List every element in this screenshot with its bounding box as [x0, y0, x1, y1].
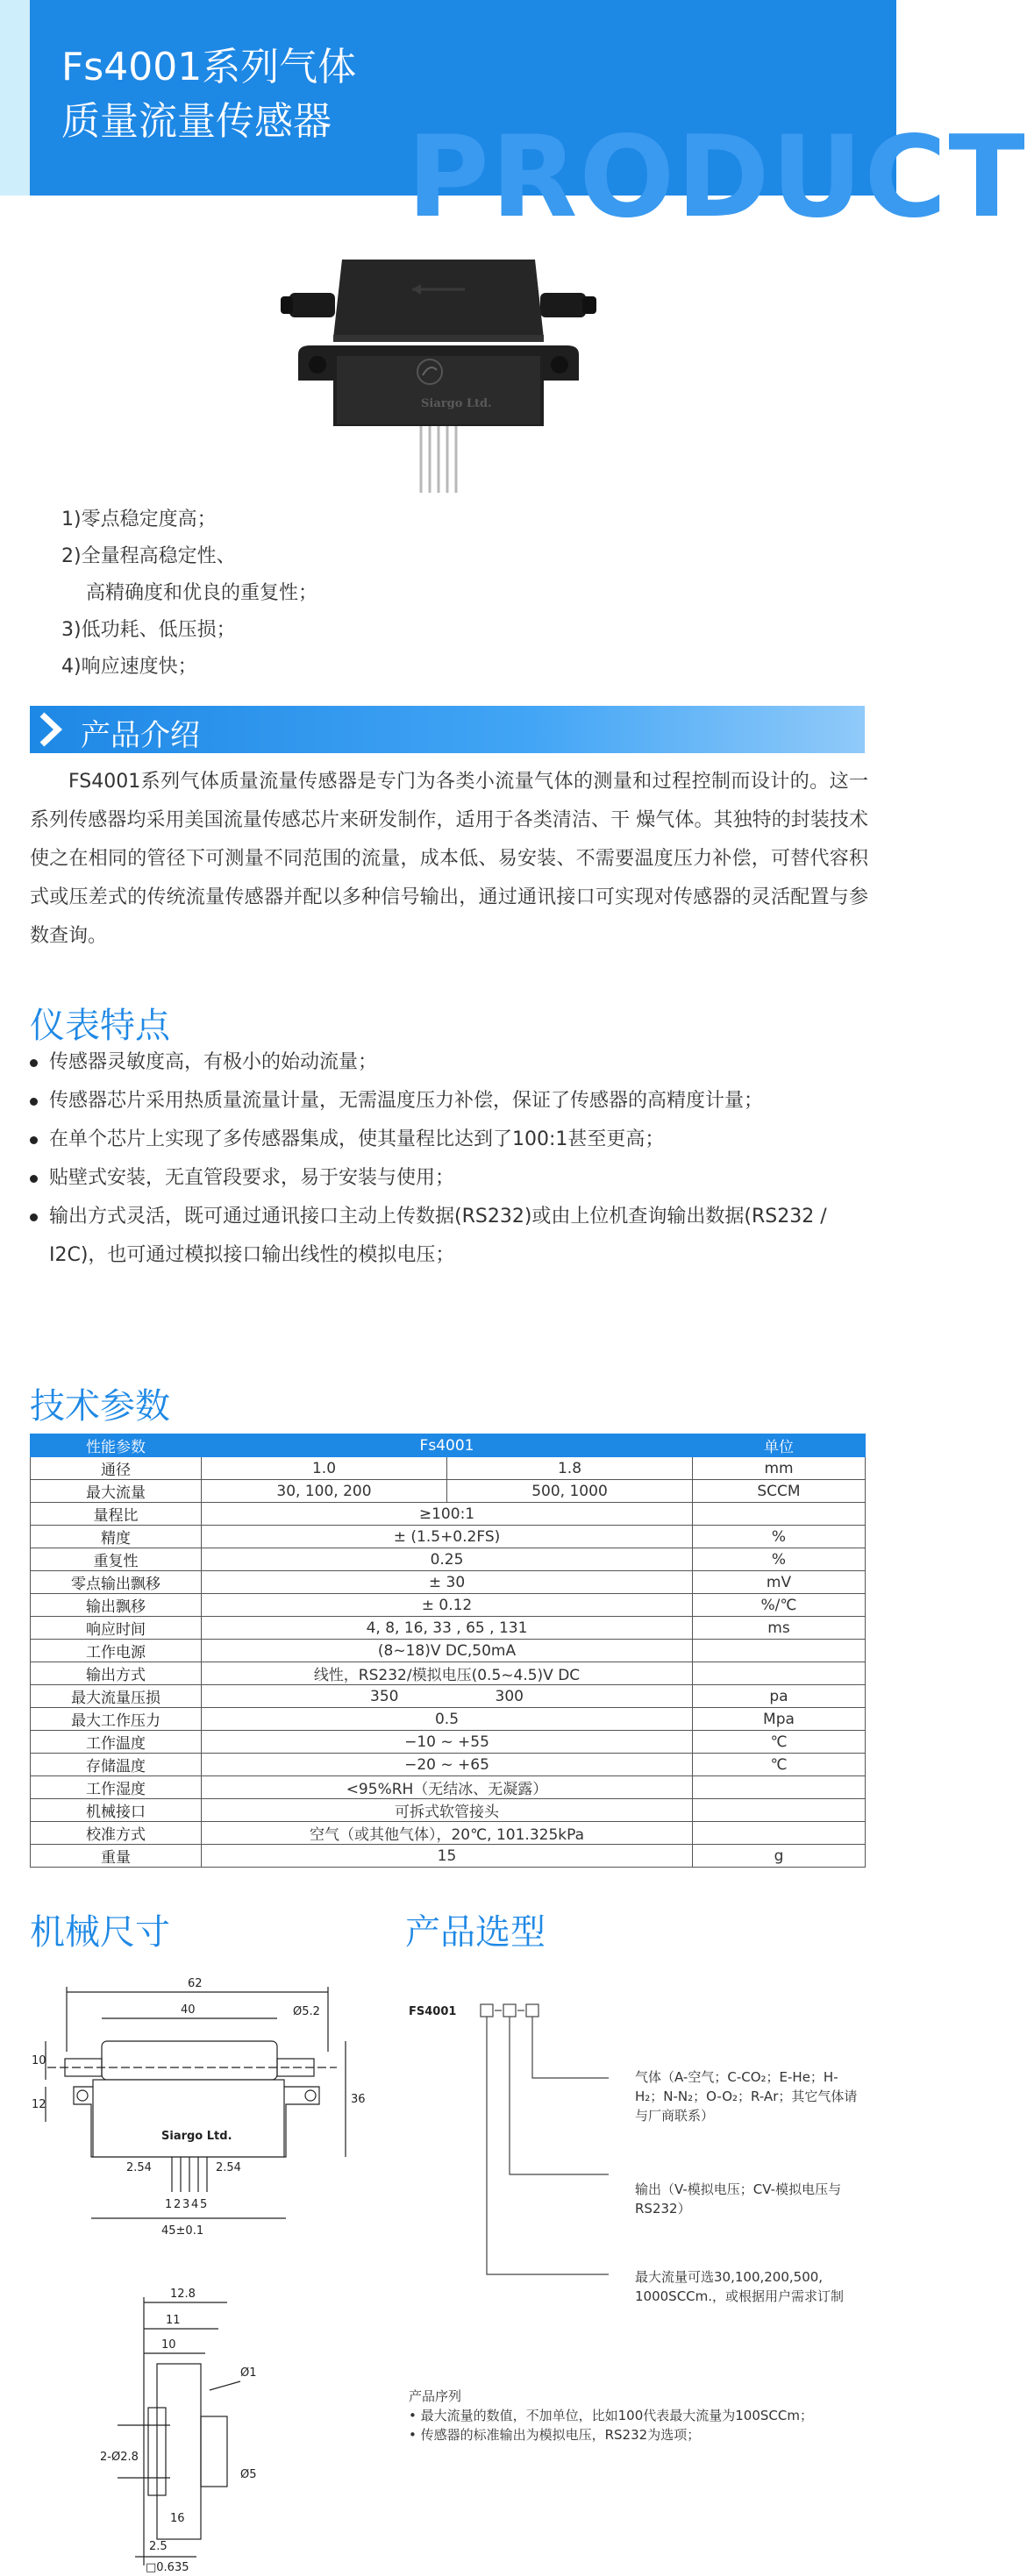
table-cell: mV — [693, 1571, 866, 1594]
intro-paragraph: FS4001系列气体质量流量传感器是专门为各类小流量气体的测量和过程控制而设计的。这一系列传感器均采用美国流量传感芯片来研发制作，适用于各类清洁、干 燥气体。其独特的封装技术使之在相同的管径下可测量不同范围的流量，成本低、易安装、不需要温度压力补偿，可替代容积式或压差式的传统流量传感器并配以多种信号输出，通过通讯接口可实现对传感器的灵活配置与参数查询。 — [30, 771, 868, 947]
table-cell: 工作湿度 — [31, 1776, 202, 1799]
drawing-brand: Siargo Ltd. — [161, 2130, 232, 2143]
table-row — [31, 1594, 866, 1617]
series-note: • 传感器的标准输出为模拟电压，RS232为选项； — [409, 2427, 701, 2443]
pin-number: 5 — [200, 2198, 208, 2211]
table-cell: 1.0 — [202, 1457, 447, 1480]
dim-label: 12 — [32, 2098, 46, 2111]
table-cell — [693, 1822, 866, 1845]
table-row — [31, 1526, 866, 1548]
title-line-1: Fs4001系列气体 — [61, 45, 357, 89]
table-cell — [693, 1640, 866, 1662]
section-title-intro: 产品介绍 — [81, 718, 200, 753]
pin-number: 2 — [174, 2198, 182, 2211]
mechanical-drawing-top — [30, 1973, 381, 2245]
table-cell: SCCM — [693, 1480, 866, 1503]
table-cell: ms — [693, 1617, 866, 1640]
dim-label: 2.54 — [216, 2161, 241, 2174]
dim-label: 36 — [351, 2093, 366, 2106]
table-row — [31, 1503, 866, 1526]
table-cell: ℃ — [693, 1754, 866, 1776]
dim-label: 40 — [181, 2003, 196, 2017]
table-row — [31, 1480, 866, 1503]
table-cell: Mpa — [693, 1708, 866, 1731]
feature-item: 2)全量程高稳定性、 — [61, 545, 236, 567]
table-cell: 500, 1000 — [447, 1480, 693, 1503]
table-cell: <95%RH（无结冰、无凝露） — [202, 1776, 693, 1799]
table-cell: 通径 — [31, 1457, 202, 1480]
table-cell: % — [693, 1526, 866, 1548]
series-notes — [409, 2387, 874, 2444]
table-cell: g — [693, 1845, 866, 1868]
dim-label: 45±0.1 — [161, 2224, 204, 2238]
spec-table — [30, 1434, 866, 1868]
table-cell: 4, 8, 16, 33 , 65 , 131 — [202, 1617, 693, 1640]
dim-label: 2-Ø2.8 — [100, 2451, 139, 2464]
section-bar-intro — [30, 706, 865, 753]
feature-item: 1)零点稳定度高； — [61, 509, 217, 530]
table-cell: 工作温度 — [31, 1731, 202, 1754]
list-item: 贴壁式安装，无直管段要求，易于安装与使用； — [30, 1159, 868, 1198]
mechanical-drawing-side — [30, 2285, 293, 2574]
feature-item: 4)响应速度快； — [61, 656, 197, 678]
cell-value: 350 — [370, 1687, 399, 1705]
pin-number: 4 — [191, 2198, 199, 2211]
table-cell: 空气（或其他气体），20℃, 101.325kPa — [202, 1822, 693, 1845]
table-cell: 输出方式 — [31, 1662, 202, 1685]
section-title-characteristics: 仪表特点 — [30, 1006, 170, 1046]
dim-label: 12.8 — [170, 2288, 196, 2301]
section-title-selection: 产品选型 — [405, 1912, 546, 1953]
table-cell: 可拆式软管接头 — [202, 1799, 693, 1822]
table-cell: pa — [693, 1685, 866, 1708]
column-header: 单位 — [693, 1434, 866, 1457]
series-title: 产品序列 — [409, 2388, 462, 2404]
dim-label: Ø5.2 — [293, 2005, 320, 2018]
table-cell: % — [693, 1548, 866, 1571]
list-item: 输出方式灵活，既可通过通讯接口主动上传数据(RS232)或由上位机查询输出数据(RS232 / I2C)，也可通过模拟接口输出线性的模拟电压； — [30, 1198, 868, 1275]
table-cell: 校准方式 — [31, 1822, 202, 1845]
table-cell: 机械接口 — [31, 1799, 202, 1822]
table-row — [31, 1776, 866, 1799]
table-cell — [693, 1799, 866, 1822]
column-header: 性能参数 — [31, 1434, 202, 1457]
gas-option-desc: 气体（A-空气；C-CO₂；E-He；H-H₂；N-N₂；O-O₂；R-Ar；其它气体请与厂商联系） — [635, 2069, 858, 2124]
product-photo — [281, 251, 596, 496]
table-cell: 30, 100, 200 — [202, 1480, 447, 1503]
model-code-diagram — [405, 1999, 879, 2306]
table-cell — [693, 1503, 866, 1526]
table-cell: mm — [693, 1457, 866, 1480]
table-row — [31, 1708, 866, 1731]
table-row — [31, 1457, 866, 1480]
table-row — [31, 1617, 866, 1640]
table-cell: 1.8 — [447, 1457, 693, 1480]
section-title-mechanical: 机械尺寸 — [30, 1912, 170, 1953]
dim-label: □0.635 — [146, 2561, 189, 2574]
table-cell: 0.5 — [202, 1708, 693, 1731]
dim-label: 16 — [170, 2512, 185, 2525]
table-row — [31, 1799, 866, 1822]
table-cell: 0.25 — [202, 1548, 693, 1571]
table-cell: 量程比 — [31, 1503, 202, 1526]
table-cell: 输出飘移 — [31, 1594, 202, 1617]
table-row — [31, 1571, 866, 1594]
series-note: • 最大流量的数值，不加单位，比如100代表最大流量为100SCCm； — [409, 2408, 813, 2423]
page-header — [0, 0, 1027, 243]
table-row — [31, 1754, 866, 1776]
table-row — [31, 1685, 866, 1708]
table-cell: (8~18)V DC,50mA — [202, 1640, 693, 1662]
table-cell — [202, 1685, 693, 1708]
dim-label: 10 — [32, 2054, 46, 2067]
table-cell — [693, 1662, 866, 1685]
column-header: Fs4001 — [202, 1434, 693, 1457]
table-cell: ± 0.12 — [202, 1594, 693, 1617]
page-title — [61, 40, 356, 149]
table-row — [31, 1731, 866, 1754]
table-row — [31, 1662, 866, 1685]
header-background-word: PRODUCT — [407, 112, 1027, 243]
key-features — [61, 502, 317, 686]
table-cell: ℃ — [693, 1731, 866, 1754]
table-cell — [693, 1776, 866, 1799]
dim-label: Ø5 — [240, 2468, 257, 2481]
characteristics-list — [30, 1043, 868, 1275]
table-cell: 精度 — [31, 1526, 202, 1548]
list-item: 传感器芯片采用热质量流量计量，无需温度压力补偿，保证了传感器的高精度计量； — [30, 1082, 868, 1121]
table-cell: −10 ~ +55 — [202, 1731, 693, 1754]
flow-option-desc: 最大流量可选30,100,200,500, 1000SCCm.，或根据用户需求订制 — [635, 2269, 845, 2304]
table-cell: 最大工作压力 — [31, 1708, 202, 1731]
output-option-desc: 输出（V-模拟电压；CV-模拟电压与RS232） — [635, 2181, 842, 2217]
section-title-specs: 技术参数 — [30, 1386, 170, 1427]
table-cell: ± (1.5+0.2FS) — [202, 1526, 693, 1548]
table-cell: 线性，RS232/模拟电压(0.5~4.5)V DC — [202, 1662, 693, 1685]
table-cell: ± 30 — [202, 1571, 693, 1594]
table-row — [31, 1822, 866, 1845]
pin-number: 1 — [165, 2198, 173, 2211]
table-row — [31, 1640, 866, 1662]
dim-label: 10 — [161, 2338, 176, 2352]
dim-label: 62 — [188, 1977, 203, 1990]
table-row — [31, 1548, 866, 1571]
chevron-right-icon — [39, 713, 65, 746]
table-cell: 工作电源 — [31, 1640, 202, 1662]
dim-label: 2.54 — [126, 2161, 152, 2174]
list-item: 传感器灵敏度高，有极小的始动流量； — [30, 1043, 868, 1082]
table-cell: 最大流量 — [31, 1480, 202, 1503]
title-line-2: 质量流量传感器 — [61, 99, 332, 144]
table-cell: 15 — [202, 1845, 693, 1868]
table-cell: 存储温度 — [31, 1754, 202, 1776]
table-cell: 响应时间 — [31, 1617, 202, 1640]
table-row — [31, 1845, 866, 1868]
dim-label: Ø1 — [240, 2366, 257, 2380]
table-cell: 零点输出飘移 — [31, 1571, 202, 1594]
table-cell: 重量 — [31, 1845, 202, 1868]
dim-label: 11 — [166, 2314, 181, 2327]
table-cell: 重复性 — [31, 1548, 202, 1571]
table-cell: −20 ~ +65 — [202, 1754, 693, 1776]
feature-item: 3)低功耗、低压损； — [61, 619, 236, 641]
photo-brand: Siargo Ltd. — [421, 397, 492, 410]
dim-label: 2.5 — [149, 2540, 168, 2553]
header-accent-strip — [0, 0, 30, 196]
table-cell: %/℃ — [693, 1594, 866, 1617]
cell-value: 300 — [495, 1687, 524, 1705]
pin-number: 3 — [182, 2198, 190, 2211]
list-item: 在单个芯片上实现了多传感器集成，使其量程比达到了100:1甚至更高； — [30, 1121, 868, 1159]
table-cell: ≥100:1 — [202, 1503, 693, 1526]
feature-item: 高精确度和优良的重复性； — [86, 582, 318, 604]
table-cell: 最大流量压损 — [31, 1685, 202, 1708]
table-header-row — [31, 1434, 866, 1457]
model-code: FS4001 — [409, 2005, 457, 2018]
